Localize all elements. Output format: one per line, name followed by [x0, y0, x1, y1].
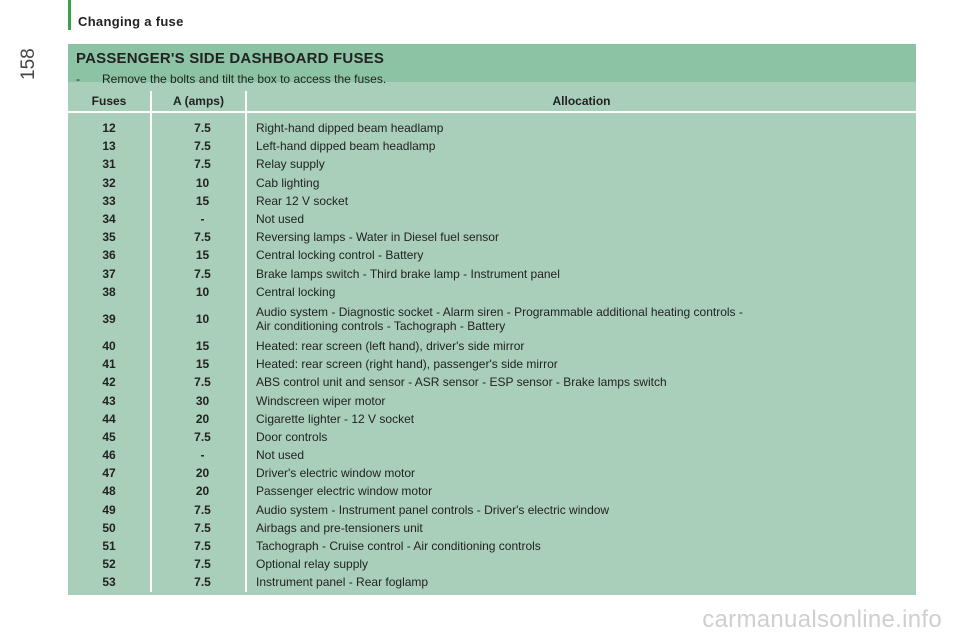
fuse-allocation — [246, 410, 916, 428]
table-row — [68, 446, 916, 464]
table-row — [68, 501, 916, 519]
allocation-line: Windscreen wiper motor — [256, 393, 386, 408]
fuse-amps: 30 — [151, 391, 246, 409]
fuse-amps: 15 — [151, 246, 246, 264]
allocation-line: Right-hand dipped beam headlamp — [256, 121, 444, 136]
fuse-amps: - — [151, 446, 246, 464]
fuse-panel — [68, 44, 916, 595]
fuse-number: 49 — [68, 501, 151, 519]
fuse-number: 37 — [68, 265, 151, 283]
fuse-amps: 20 — [151, 464, 246, 482]
fuse-number: 33 — [68, 192, 151, 210]
fuse-number: 53 — [68, 573, 151, 591]
table-row — [68, 210, 916, 228]
table-row — [68, 428, 916, 446]
allocation-line: Not used — [256, 448, 305, 463]
fuse-amps: 10 — [151, 174, 246, 192]
fuse-allocation — [246, 301, 916, 337]
allocation-line: Cab lighting — [256, 175, 320, 190]
fuse-number: 13 — [68, 137, 151, 155]
column-header-fuses: Fuses — [68, 91, 151, 112]
fuse-number: 40 — [68, 337, 151, 355]
fuse-number: 34 — [68, 210, 151, 228]
panel-note — [76, 72, 916, 86]
table-body — [68, 112, 916, 592]
fuse-amps: 7.5 — [151, 555, 246, 573]
note-bullet: - — [76, 72, 80, 86]
fuse-allocation — [246, 155, 916, 173]
allocation-line: Airbags and pre-tensioners unit — [256, 520, 423, 535]
fuse-number: 36 — [68, 246, 151, 264]
allocation-line: Reversing lamps - Water in Diesel fuel sensor — [256, 230, 499, 245]
fuse-number: 45 — [68, 428, 151, 446]
fuse-number: 12 — [68, 112, 151, 137]
fuse-amps: 7.5 — [151, 265, 246, 283]
allocation-line: ABS control unit and sensor - ASR sensor - ESP sensor - Brake lamps switch — [256, 375, 667, 390]
table-row — [68, 337, 916, 355]
fuse-table — [68, 91, 916, 592]
fuse-number: 50 — [68, 519, 151, 537]
note-text: Remove the bolts and tilt the box to access the fuses. — [102, 72, 387, 86]
table-row — [68, 192, 916, 210]
fuse-allocation — [246, 265, 916, 283]
table-row — [68, 112, 916, 137]
allocation-line: Brake lamps switch - Third brake lamp - Instrument panel — [256, 266, 560, 281]
allocation-line: Instrument panel - Rear foglamp — [256, 575, 429, 590]
fuse-amps: 20 — [151, 482, 246, 500]
table-row — [68, 519, 916, 537]
table-row — [68, 464, 916, 482]
fuse-allocation — [246, 174, 916, 192]
allocation-line: Rear 12 V socket — [256, 193, 349, 208]
fuse-amps: 7.5 — [151, 428, 246, 446]
table-row — [68, 373, 916, 391]
fuse-amps: 20 — [151, 410, 246, 428]
allocation-line: Air conditioning controls - Tachograph - Battery — [256, 318, 506, 333]
fuse-amps: 7.5 — [151, 537, 246, 555]
allocation-line: Left-hand dipped beam headlamp — [256, 139, 436, 154]
fuse-amps: 7.5 — [151, 155, 246, 173]
fuse-number: 46 — [68, 446, 151, 464]
allocation-line: Audio system - Instrument panel controls - Driver's electric window — [256, 502, 610, 517]
fuse-number: 51 — [68, 537, 151, 555]
fuse-number: 32 — [68, 174, 151, 192]
fuse-amps: 10 — [151, 301, 246, 337]
fuse-amps: 7.5 — [151, 112, 246, 137]
table-row — [68, 174, 916, 192]
allocation-line: Tachograph - Cruise control - Air conditioning controls — [256, 539, 541, 554]
fuse-number: 38 — [68, 283, 151, 301]
fuse-allocation — [246, 283, 916, 301]
fuse-allocation — [246, 446, 916, 464]
fuse-allocation — [246, 501, 916, 519]
table-row — [68, 137, 916, 155]
allocation-line: Door controls — [256, 429, 328, 444]
fuse-number: 44 — [68, 410, 151, 428]
table-row — [68, 301, 916, 337]
table-row — [68, 573, 916, 591]
allocation-line: Optional relay supply — [256, 557, 369, 572]
table-row — [68, 482, 916, 500]
table-row — [68, 355, 916, 373]
fuse-allocation — [246, 192, 916, 210]
fuse-number: 42 — [68, 373, 151, 391]
allocation-line: Central locking — [256, 284, 336, 299]
table-row — [68, 265, 916, 283]
fuse-number: 31 — [68, 155, 151, 173]
column-header-allocation: Allocation — [246, 91, 916, 112]
allocation-line: Heated: rear screen (right hand), passenger's side mirror — [256, 357, 558, 372]
table-row — [68, 283, 916, 301]
fuse-allocation — [246, 428, 916, 446]
fuse-allocation — [246, 519, 916, 537]
allocation-line: Not used — [256, 212, 305, 227]
allocation-line: Cigarette lighter - 12 V socket — [256, 411, 415, 426]
fuse-allocation — [246, 112, 916, 137]
allocation-line: Relay supply — [256, 157, 325, 172]
fuse-allocation — [246, 482, 916, 500]
fuse-number: 48 — [68, 482, 151, 500]
table-row — [68, 246, 916, 264]
fuse-amps: 15 — [151, 337, 246, 355]
table-row — [68, 228, 916, 246]
allocation-line: Audio system - Diagnostic socket - Alarm siren - Programmable additional heating controls - — [256, 304, 743, 319]
allocation-line: Central locking control - Battery — [256, 248, 424, 263]
fuse-allocation — [246, 555, 916, 573]
fuse-amps: 7.5 — [151, 373, 246, 391]
fuse-amps: 7.5 — [151, 501, 246, 519]
fuse-allocation — [246, 573, 916, 591]
table-row — [68, 410, 916, 428]
fuse-amps: 7.5 — [151, 228, 246, 246]
fuse-allocation — [246, 137, 916, 155]
section-accent-bar — [68, 0, 71, 30]
fuse-amps: 7.5 — [151, 519, 246, 537]
fuse-allocation — [246, 228, 916, 246]
fuse-allocation — [246, 537, 916, 555]
fuse-amps: 15 — [151, 192, 246, 210]
section-label: Changing a fuse — [78, 14, 184, 29]
table-row — [68, 155, 916, 173]
fuse-number: 47 — [68, 464, 151, 482]
fuse-allocation — [246, 391, 916, 409]
fuse-number: 52 — [68, 555, 151, 573]
fuse-amps: 15 — [151, 355, 246, 373]
fuse-amps: 7.5 — [151, 573, 246, 591]
allocation-line: Passenger electric window motor — [256, 484, 433, 499]
allocation-line: Heated: rear screen (left hand), driver's side mirror — [256, 338, 525, 353]
panel-title: PASSENGER'S SIDE DASHBOARD FUSES — [76, 50, 385, 67]
fuse-allocation — [246, 373, 916, 391]
fuse-number: 41 — [68, 355, 151, 373]
fuse-number: 35 — [68, 228, 151, 246]
fuse-amps: - — [151, 210, 246, 228]
allocation-line: Driver's electric window motor — [256, 466, 415, 481]
watermark: carmanualsonline.info — [702, 606, 942, 633]
fuse-number: 39 — [68, 301, 151, 337]
fuse-allocation — [246, 464, 916, 482]
fuse-number: 43 — [68, 391, 151, 409]
fuse-amps: 7.5 — [151, 137, 246, 155]
fuse-allocation — [246, 210, 916, 228]
fuse-allocation — [246, 246, 916, 264]
table-row — [68, 555, 916, 573]
table-row — [68, 391, 916, 409]
table-header-row — [68, 91, 916, 112]
fuse-amps: 10 — [151, 283, 246, 301]
page-number: 158 — [18, 48, 39, 80]
fuse-allocation — [246, 355, 916, 373]
panel-header — [68, 44, 916, 86]
column-header-amps: A (amps) — [151, 91, 246, 112]
table-row — [68, 537, 916, 555]
fuse-allocation — [246, 337, 916, 355]
